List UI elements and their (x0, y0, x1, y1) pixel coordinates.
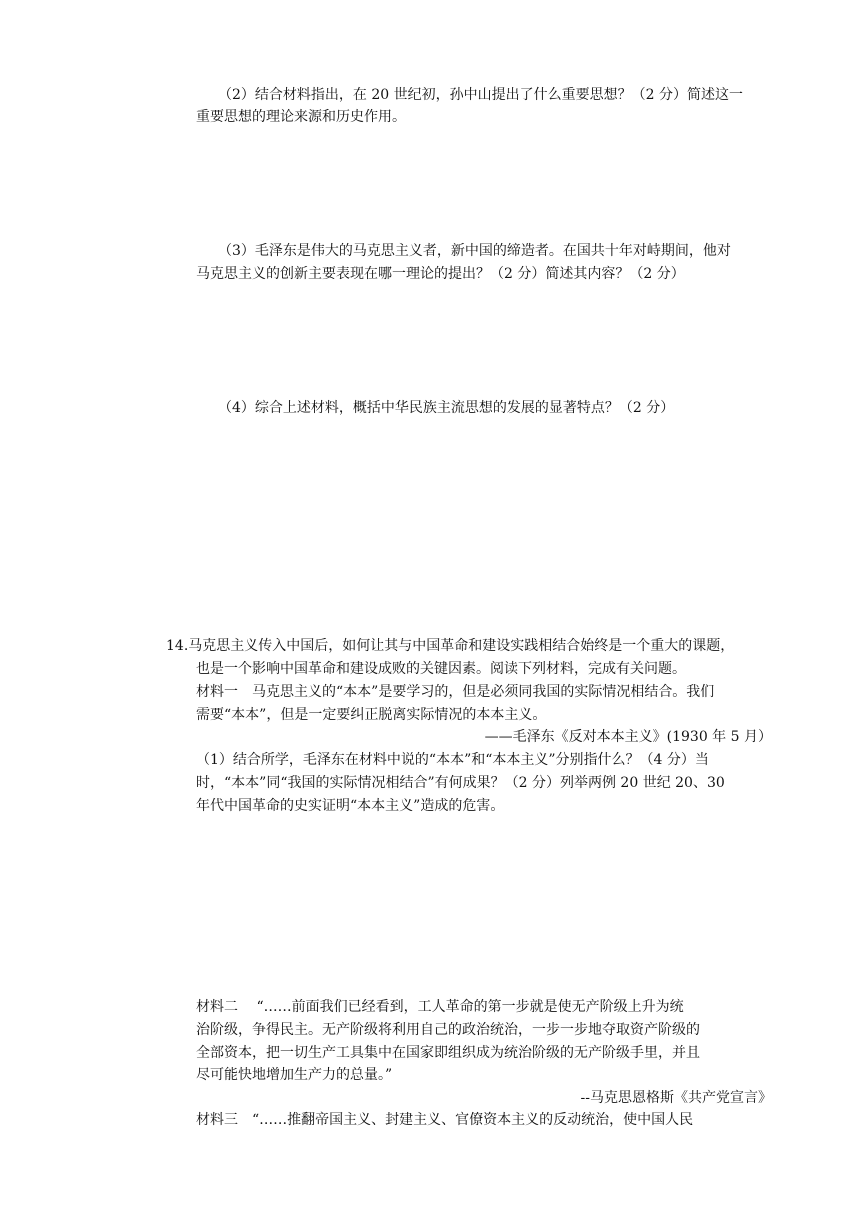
material-one-line2: 需要“本本”，但是一定要纠正脱离实际情况的本本主义。 (196, 707, 547, 723)
q13-part4-line1: （4）综合上述材料，概括中华民族主流思想的发展的显著特点？（2 分） (218, 400, 675, 416)
q13-part3-line1: （3）毛泽东是伟大的马克思主义者，新中国的缔造者。在国共十年对峙期间，他对 (218, 243, 731, 259)
q14-sub1-line3: 年代中国革命的史实证明“本本主义”造成的危害。 (196, 798, 505, 814)
q14-sub1-line2: 时，“本本”同“我国的实际情况相结合”有何成果？（2 分）列举两例 20 世纪 20、30 (196, 775, 725, 791)
q14-sub1-line1: （1）结合所学，毛泽东在材料中说的“本本”和“本本主义”分别指什么？（4 分）当 (196, 752, 709, 768)
material-three-line1: 材料三 “……推翻帝国主义、封建主义、官僚资本主义的反动统治，使中国人民 (196, 1112, 694, 1128)
q13-part2-line1: （2）结合材料指出，在 20 世纪初，孙中山提出了什么重要思想？（2 分）简述这一 (218, 87, 743, 103)
q14-intro-line2: 也是一个影响中国革命和建设成败的关键因素。阅读下列材料，完成有关问题。 (196, 661, 686, 677)
q13-part3-line2: 马克思主义的创新主要表现在哪一理论的提出？（2 分）简述其内容？（2 分） (196, 266, 685, 282)
material-two-line1: 材料二 “……前面我们已经看到，工人革命的第一步就是使无产阶级上升为统 (196, 999, 684, 1015)
material-one-line1: 材料一 马克思主义的“本本”是要学习的，但是必须同我国的实际情况相结合。我们 (196, 684, 715, 700)
material-two-line3: 全部资本，把一切生产工具集中在国家即组织成为统治阶级的无产阶级手里，并且 (196, 1045, 700, 1061)
material-two-line4: 尽可能快地增加生产力的总量。” (196, 1067, 393, 1083)
q13-part2-line2: 重要思想的理论来源和历史作用。 (196, 109, 406, 125)
q14-intro-line1: 14.马克思主义传入中国后，如何让其与中国革命和建设实践相结合始终是一个重大的课题， (166, 638, 735, 654)
material-two-source: --马克思恩格斯《共产党宣言》 (580, 1090, 772, 1106)
material-two-line2: 治阶级，争得民主。无产阶级将利用自己的政治统治，一步一步地夺取资产阶级的 (196, 1022, 700, 1038)
material-one-source: ——毛泽东《反对本本主义》(1930 年 5 月） (484, 729, 772, 745)
